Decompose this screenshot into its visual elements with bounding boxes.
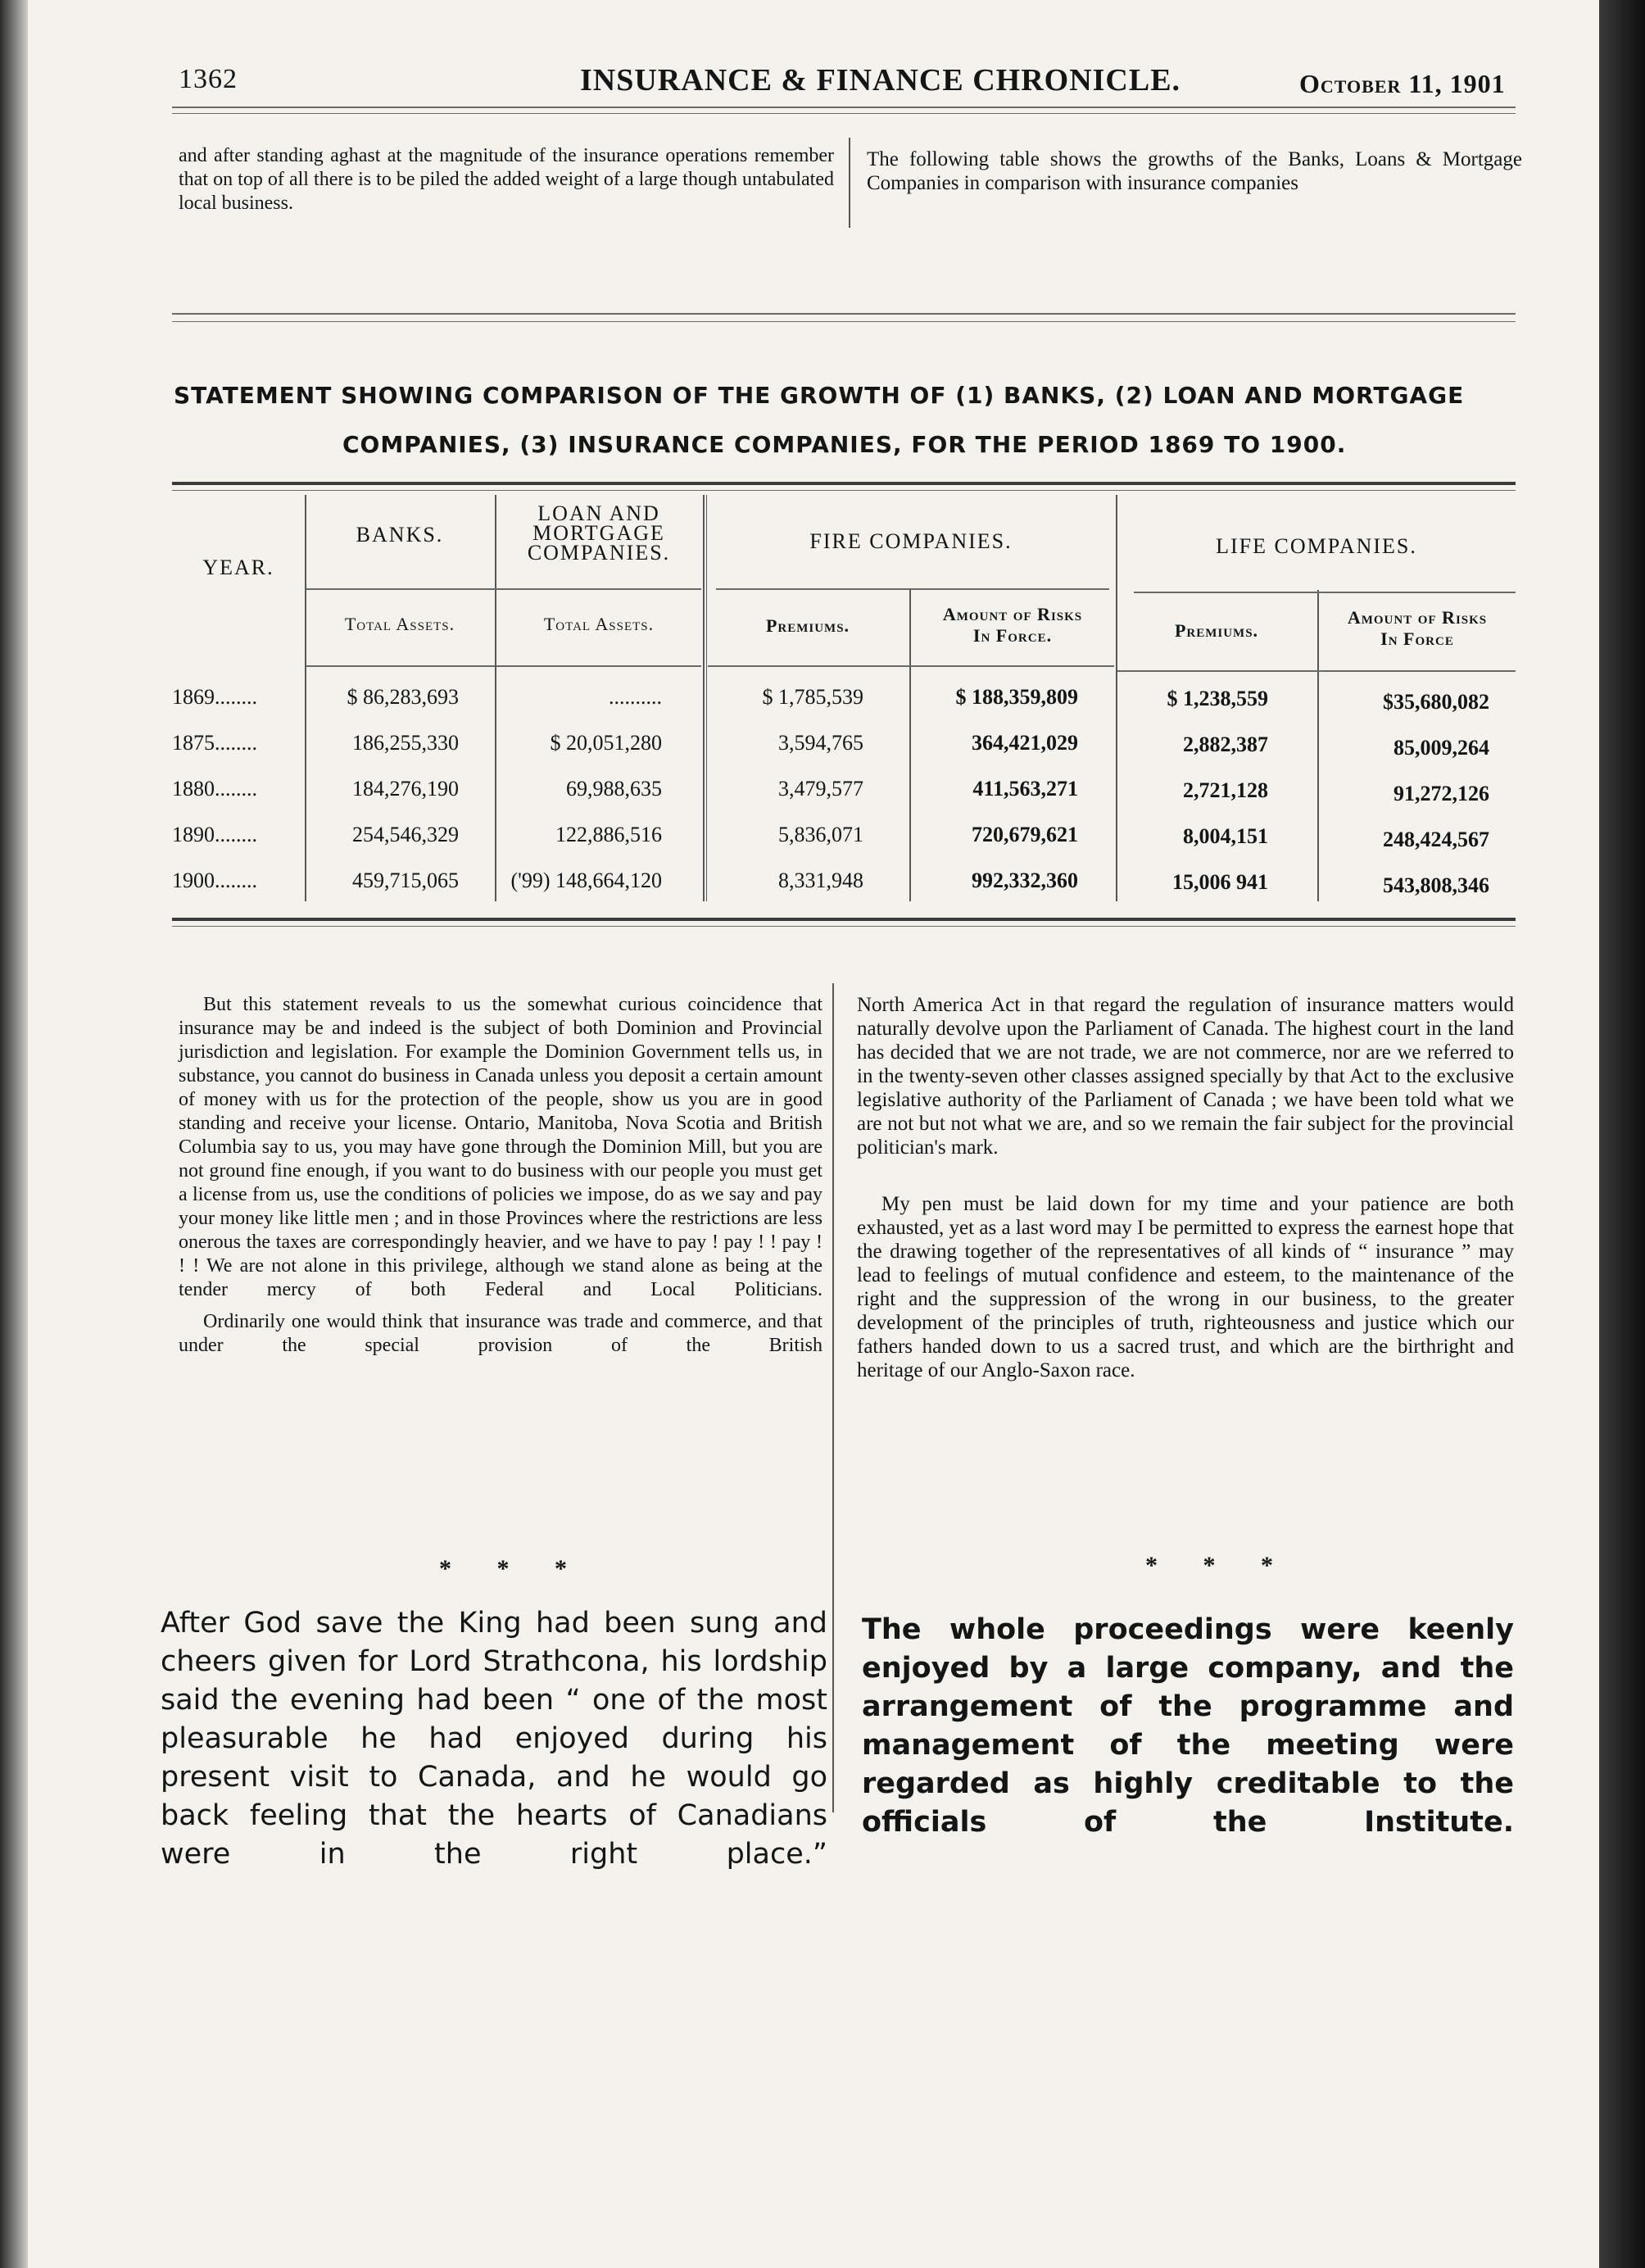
- section-rule-2: [172, 321, 1516, 322]
- fire-risks-cell: 364,421,029: [972, 731, 1078, 755]
- year-cell: 1869........: [172, 685, 257, 709]
- issue-date: October 11, 1901: [1299, 69, 1506, 98]
- fire-risks-subheader-2: In Force.: [972, 625, 1053, 646]
- statement-heading-line-1: STATEMENT SHOWING COMPARISON OF THE GROWTH OF (1) BANKS, (2) LOAN AND MORTGAGE: [174, 382, 1465, 409]
- section-rule: [172, 313, 1516, 315]
- life-premiums-cell: $ 1,238,559: [1167, 687, 1268, 710]
- table-top-rule: [172, 482, 1516, 485]
- banks-cell: 254,546,329: [352, 823, 459, 846]
- fire-premiums-cell: 8,331,948: [778, 869, 863, 892]
- fire-risks-cell: 411,563,271: [972, 777, 1078, 801]
- loan-header-line-1: LOAN AND: [537, 501, 660, 525]
- table-bottom-rule: [172, 918, 1516, 921]
- banks-cell: 459,715,065: [352, 869, 459, 892]
- fire-premiums-cell: 3,594,765: [778, 731, 863, 755]
- left-paragraph-2: Ordinarily one would think that insurance was trade and commerce, and that under the special provision of the British: [179, 1311, 822, 1356]
- left-paragraph-1: But this statement reveals to us the somewhat curious coincidence that insurance may be and indeed is the subject of both Dominion and Provincial jurisdiction and legislation. For example the Dominion Government tells us, in substance, you cannot do business in Canada unless you deposit a certain amount of money with us for the protection of the people, show us you are in good standing and receive your license. Ontario, Manitoba, Nova Scotia and British Columbia say to us, you may have gone through the Dominion Mill, but you are not ground fine enough, if you want to do business with our people you must get a license from us, use the conditions of policies we impose, do as we say and pay your money like little men ; and in those Provinces where the restrictions are less onerous the taxes are correspondingly heavier, and we have to pay ! pay ! ! pay ! ! ! We are not alone in this privilege, although we stand alone as being at the tender mercy of both Federal and Local Politicians.: [179, 994, 822, 1300]
- loan-cell: ('99) 148,664,120: [510, 869, 662, 892]
- life-risks-cell: 248,424,567: [1383, 828, 1489, 851]
- year-cell: 1875........: [172, 731, 257, 755]
- fire-risks-cell: 992,332,360: [972, 869, 1078, 892]
- life-premiums-cell: 15,006 941: [1172, 870, 1268, 894]
- header-rule-2: [172, 113, 1516, 114]
- intro-right-paragraph: The following table shows the growths of the Banks, Loans & Mortgage Companies in comparison with insurance companies: [867, 148, 1522, 194]
- life-premiums-cell: 8,004,151: [1183, 824, 1268, 848]
- header-rule: [172, 107, 1516, 108]
- column-divider: [706, 495, 707, 901]
- life-companies-header: LIFE COMPANIES.: [1216, 534, 1417, 558]
- loan-total-assets-subheader: Total Assets.: [543, 614, 655, 634]
- life-risks-cell: 85,009,264: [1393, 736, 1489, 760]
- banks-cell: $ 86,283,693: [347, 685, 459, 709]
- year-header: YEAR.: [202, 556, 274, 579]
- loan-cell: 122,886,516: [555, 823, 662, 846]
- fire-premiums-cell: $ 1,785,539: [762, 685, 863, 709]
- fire-companies-header: FIRE COMPANIES.: [809, 529, 1013, 553]
- fire-premiums-cell: 5,836,071: [778, 823, 863, 846]
- banks-cell: 184,276,190: [352, 777, 459, 801]
- loan-header-line-3: COMPANIES.: [527, 541, 671, 565]
- book-binding: [0, 0, 28, 2268]
- left-column: [179, 993, 822, 1358]
- fire-risks-subheader-1: Amount of Risks: [942, 604, 1083, 624]
- life-risks-subheader-1: Amount of Risks: [1347, 607, 1488, 628]
- life-risks-subheader-2: In Force: [1380, 628, 1454, 649]
- right-column: [857, 993, 1514, 1382]
- intro-column-divider: [849, 138, 850, 228]
- life-risks-cell: 91,272,126: [1393, 782, 1489, 805]
- section-separator-right: * * *: [1145, 1552, 1293, 1579]
- right-paragraph-1: North America Act in that regard the regulation of insurance matters would naturally devolve upon the Parliament of Canada. The highest court in the land has decided that we are not trade, we are not commerce, nor are we referred to in the twenty-seven other classes assigned specially by that Act to the exclusive legislative authority of the Parliament of Canada ; we have been told what we are not but not what we are, and so we remain the fair subject for the provincial politician's mark.: [857, 994, 1514, 1159]
- life-premiums-cell: 2,882,387: [1183, 733, 1268, 756]
- table-bottom-rule-2: [172, 926, 1516, 927]
- fire-premiums-subheader: Premiums.: [765, 615, 850, 636]
- data-top-rule: [306, 665, 495, 667]
- right-paragraph-2: My pen must be laid down for my time and your patience are both exhausted, yet as a last word may I be permitted to express the earnest hope that the drawing together of the representatives of all kinds of “ insurance ” may lead to feelings of mutual confidence and esteem, to the maintenance of the right and the suppression of the wrong in our business, to the greater development of the principles of truth, righteousness and justice which our fathers handed down to us a sacred trust, and which are the birthright and heritage of our Anglo-Saxon race.: [857, 1193, 1514, 1381]
- subheader-rule: [306, 588, 701, 590]
- publication-title: INSURANCE & FINANCE CHRONICLE.: [580, 63, 1181, 98]
- banks-cell: 186,255,330: [352, 731, 459, 755]
- year-cell: 1900........: [172, 869, 257, 892]
- year-cell: 1890........: [172, 823, 257, 846]
- fire-risks-cell: $ 188,359,809: [955, 685, 1078, 709]
- intro-left-paragraph: and after standing aghast at the magnitude of the insurance operations remember that on top of all there is to be piled the added weight of a large though untabulated local business.: [179, 145, 834, 214]
- data-top-rule: [708, 665, 1114, 667]
- page-edge-shadow: [1599, 0, 1645, 2268]
- loan-cell: 69,988,635: [566, 777, 662, 801]
- page-number: 1362: [179, 64, 238, 94]
- life-premiums-cell: 2,721,128: [1183, 778, 1268, 802]
- fire-risks-cell: 720,679,621: [972, 823, 1078, 846]
- subheader-rule: [716, 588, 1109, 590]
- life-risks-cell: 543,808,346: [1383, 873, 1489, 897]
- loan-cell: ..........: [609, 685, 662, 709]
- section-separator-left: * * *: [439, 1555, 587, 1582]
- banks-total-assets-subheader: Total Assets.: [344, 614, 455, 634]
- loan-header-line-2: MORTGAGE: [532, 521, 665, 545]
- subheader-rule: [1134, 592, 1516, 593]
- statement-heading-line-2: COMPANIES, (3) INSURANCE COMPANIES, FOR THE PERIOD 1869 TO 1900.: [342, 431, 1347, 458]
- data-top-rule: [496, 665, 701, 667]
- body-column-divider: [832, 983, 834, 1812]
- data-top-rule: [1117, 670, 1516, 672]
- fire-premiums-cell: 3,479,577: [778, 777, 863, 801]
- closing-paragraph-left: After God save the King had been sung and cheers given for Lord Strathcona, his lordship said the evening had been “ one of the most pleasurable he had enjoyed during his present visit to Canada, and he would go back feeling that the hearts of Canadians were in the right place.”: [161, 1607, 827, 1871]
- year-cell: 1880........: [172, 777, 257, 801]
- life-risks-cell: $35,680,082: [1383, 690, 1489, 714]
- closing-paragraph-right: The whole proceedings were keenly enjoyed by a large company, and the arrangement of the programme and management of the meeting were regarded as highly creditable to the officials of the Institute.: [862, 1613, 1514, 1839]
- banks-header: BANKS.: [356, 523, 444, 547]
- column-divider: [703, 495, 705, 901]
- loan-cell: $ 20,051,280: [550, 731, 662, 755]
- life-premiums-subheader: Premiums.: [1174, 620, 1259, 641]
- table-top-rule-2: [172, 490, 1516, 491]
